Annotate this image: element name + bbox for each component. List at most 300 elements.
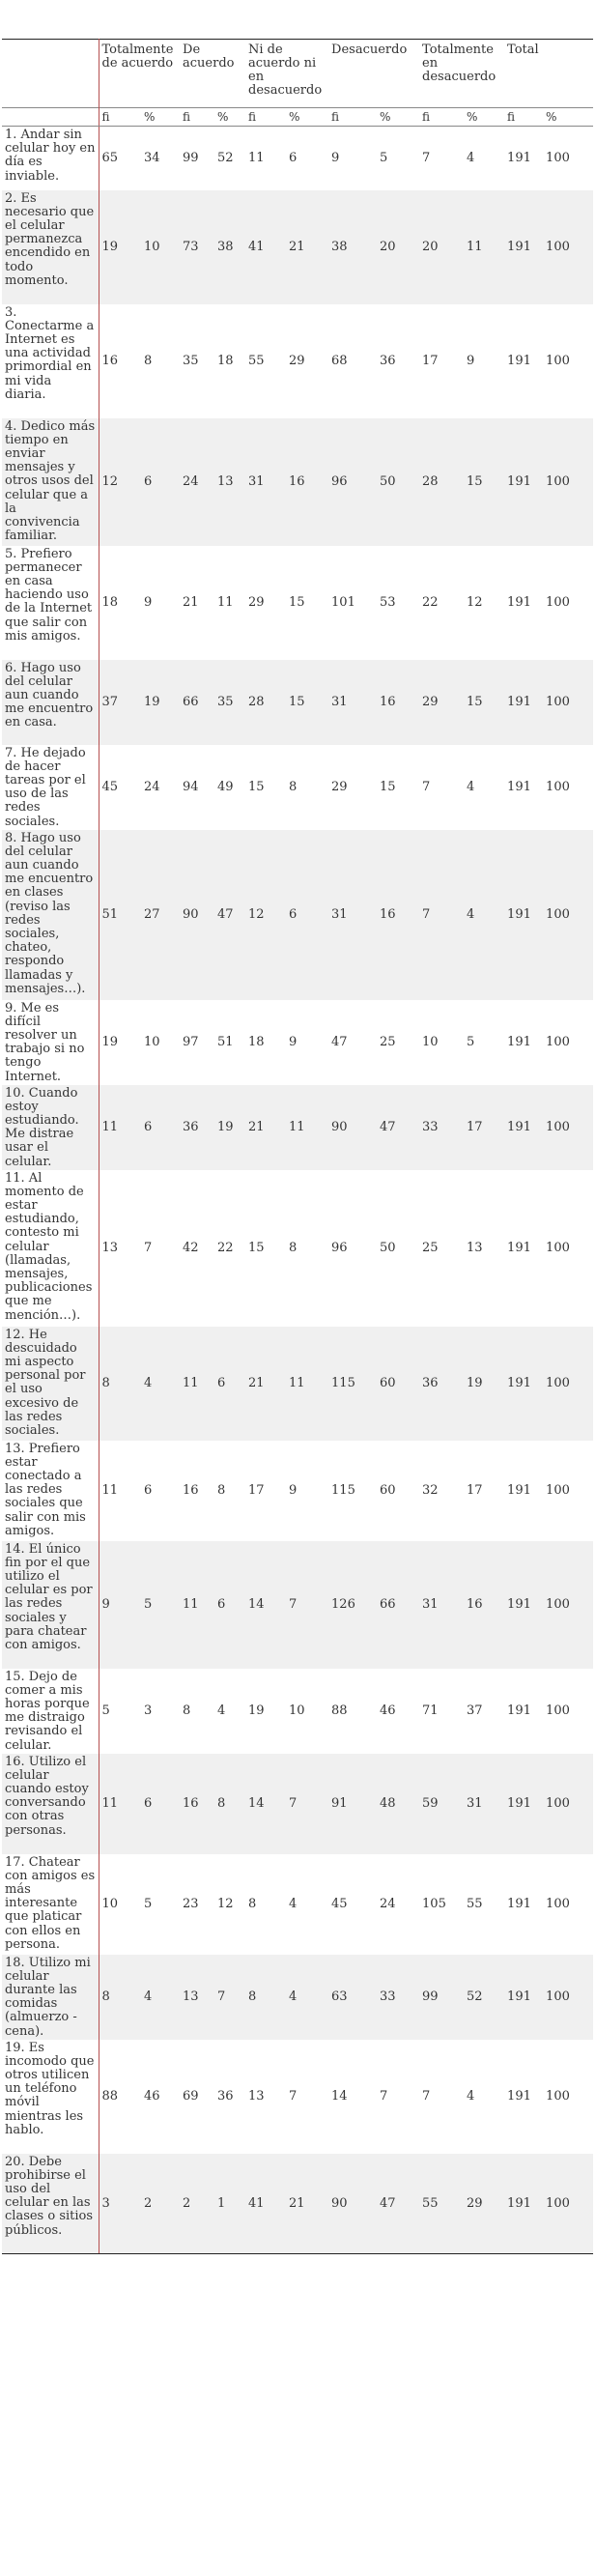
value-cell: 32	[422, 1483, 439, 1498]
subheader-cell: fi	[99, 108, 141, 127]
subheader-cell: %	[286, 108, 328, 127]
subheader-cell: %	[543, 108, 593, 127]
value-cell: 90	[328, 1085, 377, 1170]
table-row	[2, 304, 593, 418]
value-cell: 11	[286, 1085, 328, 1170]
value-cell: 51	[99, 830, 141, 1000]
value-cell: 50	[377, 418, 419, 546]
subheader-cell: fi	[245, 108, 286, 127]
value-cell: 49	[217, 780, 234, 794]
value-cell: 13	[467, 1241, 483, 1255]
header-item	[2, 40, 99, 108]
value-cell: 191	[504, 2154, 543, 2254]
value-cell: 101	[331, 595, 355, 610]
value-cell: 15	[248, 1241, 265, 1255]
value-cell: 191	[504, 830, 543, 1000]
value-cell: 29	[248, 595, 265, 610]
value-cell: 3	[144, 1703, 153, 1718]
value-cell: 191	[504, 1085, 543, 1170]
value-cell: 34	[144, 151, 160, 166]
value-cell: 100	[546, 354, 570, 368]
value-cell: 4	[141, 1327, 180, 1441]
value-cell: 16	[101, 354, 119, 368]
value-cell: 14	[245, 1754, 286, 1854]
value-cell: 38	[328, 190, 377, 304]
table-row	[2, 745, 593, 830]
value-cell: 35	[183, 354, 199, 368]
value-cell: 100	[543, 660, 593, 745]
subheader-row	[2, 108, 593, 127]
table-row	[2, 1955, 593, 2040]
value-cell: 100	[546, 1483, 570, 1498]
value-cell: 17	[422, 354, 439, 368]
value-cell: 59	[419, 1754, 464, 1854]
value-cell: 6	[214, 1541, 245, 1669]
value-cell: 8	[289, 1241, 298, 1255]
table-row	[2, 830, 593, 1000]
value-cell: 36	[380, 354, 396, 368]
value-cell: 6	[141, 418, 180, 546]
value-cell: 21	[183, 595, 199, 610]
value-cell: 191	[504, 660, 543, 745]
value-cell: 91	[328, 1754, 377, 1854]
value-cell: 19	[99, 190, 141, 304]
subheader-cell: %	[214, 108, 245, 127]
value-cell: 2	[141, 2154, 180, 2254]
value-cell: 45	[101, 780, 119, 794]
item-text: 20. Debe prohibirse el uso del celular en las clases o sitios públicos.	[2, 2154, 99, 2254]
value-cell: 100	[546, 151, 570, 166]
header-totalmente-acuerdo: Totalmente de acuerdo	[99, 40, 180, 108]
table-row	[2, 1000, 593, 1085]
table-row	[2, 1669, 593, 1754]
value-cell: 47	[331, 1035, 348, 1049]
value-cell: 7	[286, 1541, 328, 1669]
header-row	[2, 40, 593, 108]
value-cell: 50	[380, 1241, 396, 1255]
item-text: 3. Conectarme a Internet es una actividad primordial en mi vida diaria.	[2, 304, 99, 418]
value-cell: 100	[543, 1955, 593, 2040]
value-cell: 7	[380, 2089, 388, 2104]
item-text: 10. Cuando estoy estudiando. Me distrae usar el celular.	[2, 1085, 99, 1170]
value-cell: 33	[419, 1085, 464, 1170]
value-cell: 126	[328, 1541, 377, 1669]
table-row	[2, 660, 593, 745]
table-row	[2, 546, 593, 660]
value-cell: 11	[248, 151, 265, 166]
value-cell: 31	[328, 660, 377, 745]
value-cell: 8	[183, 1703, 191, 1718]
value-cell: 17	[467, 1483, 483, 1498]
value-cell: 6	[289, 151, 298, 166]
item-text: 5. Prefiero permanecer en casa haciendo uso de la Internet que salir con mis amigos.	[2, 546, 99, 660]
value-cell: 191	[504, 190, 543, 304]
value-cell: 7	[422, 2089, 431, 2104]
item-text: 1. Andar sin celular hoy en día es inviable.	[2, 127, 99, 190]
value-cell: 100	[546, 1241, 570, 1255]
value-cell: 5	[101, 1703, 110, 1718]
value-cell: 24	[380, 1897, 396, 1911]
value-cell: 100	[543, 418, 593, 546]
value-cell: 5	[380, 151, 388, 166]
value-cell: 31	[245, 418, 286, 546]
value-cell: 1	[214, 2154, 245, 2254]
value-cell: 100	[543, 1754, 593, 1854]
item-text: 9. Me es difícil resolver un trabajo si no tengo Internet.	[2, 1000, 99, 1085]
value-cell: 20	[419, 190, 464, 304]
value-cell: 28	[245, 660, 286, 745]
value-cell: 36	[419, 1327, 464, 1441]
value-cell: 55	[248, 354, 265, 368]
value-cell: 7	[422, 151, 431, 166]
value-cell: 47	[377, 2154, 419, 2254]
value-cell: 31	[464, 1754, 504, 1854]
value-cell: 8	[144, 354, 153, 368]
value-cell: 11	[99, 1085, 141, 1170]
value-cell: 25	[380, 1035, 396, 1049]
value-cell: 24	[144, 780, 160, 794]
value-cell: 105	[422, 1897, 446, 1911]
value-cell: 35	[214, 660, 245, 745]
value-cell: 100	[543, 190, 593, 304]
value-cell: 21	[286, 2154, 328, 2254]
value-cell: 11	[286, 1327, 328, 1441]
table-row	[2, 1754, 593, 1854]
value-cell: 6	[141, 1754, 180, 1854]
value-cell: 66	[377, 1541, 419, 1669]
value-cell: 99	[419, 1955, 464, 2040]
value-cell: 53	[380, 595, 396, 610]
value-cell: 21	[245, 1327, 286, 1441]
value-cell: 191	[507, 595, 531, 610]
value-cell: 60	[380, 1483, 396, 1498]
header-total: Total	[504, 40, 593, 108]
value-cell: 46	[380, 1703, 396, 1718]
value-cell: 29	[419, 660, 464, 745]
subheader-cell: fi	[419, 108, 464, 127]
value-cell: 38	[214, 190, 245, 304]
value-cell: 16	[377, 660, 419, 745]
value-cell: 14	[331, 2089, 348, 2104]
item-text: 7. He dejado de hacer tareas por el uso de las redes sociales.	[2, 745, 99, 830]
subheader-cell: %	[377, 108, 419, 127]
value-cell: 8	[245, 1955, 286, 2040]
subheader-cell: %	[464, 108, 504, 127]
subheader-cell: fi	[180, 108, 214, 127]
value-cell: 3	[99, 2154, 141, 2254]
survey-table	[2, 39, 593, 2254]
item-text: 4. Dedico más tiempo en enviar mensajes y otros usos del celular que a la convivencia familiar.	[2, 418, 99, 546]
value-cell: 9	[331, 151, 340, 166]
value-cell: 115	[331, 1483, 355, 1498]
value-cell: 88	[101, 2089, 119, 2104]
value-cell: 12	[245, 830, 286, 1000]
value-cell: 4	[289, 1897, 298, 1911]
value-cell: 90	[180, 830, 214, 1000]
value-cell: 47	[214, 830, 245, 1000]
value-cell: 191	[507, 151, 531, 166]
value-cell: 52	[464, 1955, 504, 2040]
value-cell: 37	[467, 1703, 483, 1718]
value-cell: 191	[507, 1483, 531, 1498]
value-cell: 11	[217, 595, 234, 610]
value-cell: 100	[546, 780, 570, 794]
value-cell: 13	[101, 1241, 119, 1255]
item-text: 12. He descuidado mi aspecto personal por el uso excesivo de las redes sociales.	[2, 1327, 99, 1441]
value-cell: 24	[180, 418, 214, 546]
value-cell: 2	[180, 2154, 214, 2254]
value-cell: 15	[380, 780, 396, 794]
value-cell: 11	[101, 1483, 119, 1498]
value-cell: 8	[248, 1897, 257, 1911]
value-cell: 90	[328, 2154, 377, 2254]
value-cell: 9	[289, 1483, 298, 1498]
value-cell: 9	[467, 354, 475, 368]
value-cell: 10	[422, 1035, 439, 1049]
value-cell: 9	[289, 1035, 298, 1049]
value-cell: 55	[467, 1897, 483, 1911]
value-cell: 66	[180, 660, 214, 745]
value-cell: 191	[504, 1955, 543, 2040]
value-cell: 191	[507, 1241, 531, 1255]
table-row	[2, 190, 593, 304]
table-row	[2, 1170, 593, 1327]
value-cell: 7	[214, 1955, 245, 2040]
value-cell: 16	[464, 1541, 504, 1669]
value-cell: 191	[507, 354, 531, 368]
value-cell: 71	[422, 1703, 439, 1718]
value-cell: 11	[180, 1541, 214, 1669]
value-cell: 19	[101, 1035, 119, 1049]
table-row	[2, 1854, 593, 1955]
value-cell: 4	[286, 1955, 328, 2040]
value-cell: 11	[180, 1327, 214, 1441]
value-cell: 100	[543, 1327, 593, 1441]
value-cell: 100	[546, 1703, 570, 1718]
value-cell: 6	[141, 1085, 180, 1170]
value-cell: 10	[141, 190, 180, 304]
item-text: 17. Chatear con amigos es más interesante que platicar con ellos en persona.	[2, 1854, 99, 1955]
value-cell: 191	[504, 418, 543, 546]
value-cell: 4	[467, 151, 475, 166]
value-cell: 100	[546, 1035, 570, 1049]
value-cell: 4	[217, 1703, 226, 1718]
value-cell: 191	[507, 1897, 531, 1911]
value-cell: 5	[144, 1897, 153, 1911]
value-cell: 96	[331, 1241, 348, 1255]
value-cell: 25	[422, 1241, 439, 1255]
value-cell: 18	[101, 595, 119, 610]
value-cell: 100	[546, 2089, 570, 2104]
value-cell: 19	[248, 1703, 265, 1718]
value-cell: 13	[214, 418, 245, 546]
value-cell: 12	[99, 418, 141, 546]
value-cell: 13	[180, 1955, 214, 2040]
value-cell: 37	[99, 660, 141, 745]
value-cell: 4	[467, 780, 475, 794]
table-row	[2, 1441, 593, 1541]
value-cell: 4	[467, 2089, 475, 2104]
table-row	[2, 1327, 593, 1441]
value-cell: 63	[328, 1955, 377, 2040]
value-cell: 21	[245, 1085, 286, 1170]
value-cell: 7	[289, 2089, 298, 2104]
value-cell: 191	[507, 780, 531, 794]
value-cell: 31	[328, 830, 377, 1000]
value-cell: 22	[217, 1241, 234, 1255]
value-cell: 6	[214, 1327, 245, 1441]
value-cell: 100	[546, 595, 570, 610]
value-cell: 191	[507, 2089, 531, 2104]
value-cell: 8	[289, 780, 298, 794]
value-cell: 100	[546, 1897, 570, 1911]
value-cell: 52	[217, 151, 234, 166]
value-cell: 36	[180, 1085, 214, 1170]
value-cell: 4	[141, 1955, 180, 2040]
value-cell: 46	[144, 2089, 160, 2104]
value-cell: 16	[377, 830, 419, 1000]
value-cell: 115	[328, 1327, 377, 1441]
value-cell: 16	[183, 1483, 199, 1498]
value-cell: 9	[99, 1541, 141, 1669]
header-desacuerdo: Desacuerdo	[328, 40, 419, 108]
value-cell: 96	[328, 418, 377, 546]
table-row	[2, 1085, 593, 1170]
item-text: 2. Es necesario que el celular permanezca encendido en todo momento.	[2, 190, 99, 304]
value-cell: 100	[543, 2154, 593, 2254]
item-text: 6. Hago uso del celular aun cuando me encuentro en casa.	[2, 660, 99, 745]
value-cell: 18	[248, 1035, 265, 1049]
table-row	[2, 418, 593, 546]
value-cell: 19	[141, 660, 180, 745]
header-totalmente-desacuerdo: Totalmente en desacuerdo	[419, 40, 504, 108]
value-cell: 11	[99, 1754, 141, 1854]
value-cell: 47	[377, 1085, 419, 1170]
value-cell: 14	[245, 1541, 286, 1669]
value-cell: 9	[144, 595, 153, 610]
value-cell: 88	[331, 1703, 348, 1718]
item-text: 16. Utilizo el celular cuando estoy conversando con otras personas.	[2, 1754, 99, 1854]
item-text: 13. Prefiero estar conectado a las redes sociales que salir con mis amigos.	[2, 1441, 99, 1541]
value-cell: 15	[248, 780, 265, 794]
value-cell: 33	[377, 1955, 419, 2040]
value-cell: 7	[286, 1754, 328, 1854]
item-text: 18. Utilizo mi celular durante las comidas (almuerzo - cena).	[2, 1955, 99, 2040]
subheader-item	[2, 108, 99, 127]
value-cell: 65	[101, 151, 119, 166]
value-cell: 15	[464, 660, 504, 745]
value-cell: 191	[507, 1035, 531, 1049]
value-cell: 68	[331, 354, 348, 368]
value-cell: 11	[464, 190, 504, 304]
value-cell: 17	[248, 1483, 265, 1498]
table-row	[2, 2040, 593, 2154]
value-cell: 19	[214, 1085, 245, 1170]
value-cell: 17	[464, 1085, 504, 1170]
value-cell: 191	[504, 1327, 543, 1441]
value-cell: 191	[504, 1754, 543, 1854]
value-cell: 29	[464, 2154, 504, 2254]
value-cell: 191	[504, 1541, 543, 1669]
value-cell: 19	[464, 1327, 504, 1441]
value-cell: 60	[377, 1327, 419, 1441]
value-cell: 16	[180, 1754, 214, 1854]
value-cell: 29	[289, 354, 305, 368]
value-cell: 29	[331, 780, 348, 794]
item-text: 8. Hago uso del celular aun cuando me encuentro en clases (reviso las redes sociales, chateo, respondo llamadas y mensajes…).	[2, 830, 99, 1000]
header-de-acuerdo: De acuerdo	[180, 40, 245, 108]
table-row	[2, 2154, 593, 2254]
value-cell: 28	[419, 418, 464, 546]
table-row	[2, 127, 593, 190]
value-cell: 8	[99, 1955, 141, 2040]
value-cell: 22	[422, 595, 439, 610]
value-cell: 20	[377, 190, 419, 304]
value-cell: 94	[183, 780, 199, 794]
value-cell: 55	[419, 2154, 464, 2254]
value-cell: 18	[217, 354, 234, 368]
value-cell: 51	[217, 1035, 234, 1049]
value-cell: 12	[467, 595, 483, 610]
item-text: 19. Es incomodo que otros utilicen un teléfono móvil mientras les hablo.	[2, 2040, 99, 2154]
value-cell: 15	[289, 595, 305, 610]
value-cell: 191	[507, 1703, 531, 1718]
value-cell: 15	[464, 418, 504, 546]
value-cell: 45	[331, 1897, 348, 1911]
header-ni-acuerdo: Ni de acuerdo ni en desacuerdo	[245, 40, 328, 108]
value-cell: 100	[543, 1541, 593, 1669]
value-cell: 41	[245, 190, 286, 304]
value-cell: 36	[217, 2089, 234, 2104]
value-cell: 21	[286, 190, 328, 304]
value-cell: 48	[377, 1754, 419, 1854]
value-cell: 6	[286, 830, 328, 1000]
value-cell: 73	[180, 190, 214, 304]
table-body	[2, 127, 593, 2254]
value-cell: 31	[419, 1541, 464, 1669]
value-cell: 7	[422, 780, 431, 794]
item-text: 15. Dejo de comer a mis horas porque me distraigo revisando el celular.	[2, 1669, 99, 1754]
subheader-cell: %	[141, 108, 180, 127]
value-cell: 4	[464, 830, 504, 1000]
value-cell: 5	[141, 1541, 180, 1669]
value-cell: 100	[543, 1085, 593, 1170]
value-cell: 16	[286, 418, 328, 546]
table-row	[2, 1541, 593, 1669]
value-cell: 6	[144, 1483, 153, 1498]
value-cell: 27	[141, 830, 180, 1000]
value-cell: 8	[217, 1483, 226, 1498]
value-cell: 8	[214, 1754, 245, 1854]
value-cell: 42	[183, 1241, 199, 1255]
item-text: 11. Al momento de estar estudiando, contesto mi celular (llamadas, mensajes, publicaciones que me mención…).	[2, 1170, 99, 1327]
value-cell: 8	[99, 1327, 141, 1441]
value-cell: 99	[183, 151, 199, 166]
value-cell: 97	[183, 1035, 199, 1049]
value-cell: 10	[289, 1703, 305, 1718]
value-cell: 100	[543, 830, 593, 1000]
value-cell: 10	[144, 1035, 160, 1049]
value-cell: 13	[248, 2089, 265, 2104]
value-cell: 7	[419, 830, 464, 1000]
subheader-cell: fi	[328, 108, 377, 127]
value-cell: 10	[101, 1897, 119, 1911]
value-cell: 23	[183, 1897, 199, 1911]
subheader-cell: fi	[504, 108, 543, 127]
value-cell: 41	[245, 2154, 286, 2254]
value-cell: 69	[183, 2089, 199, 2104]
value-cell: 7	[144, 1241, 153, 1255]
